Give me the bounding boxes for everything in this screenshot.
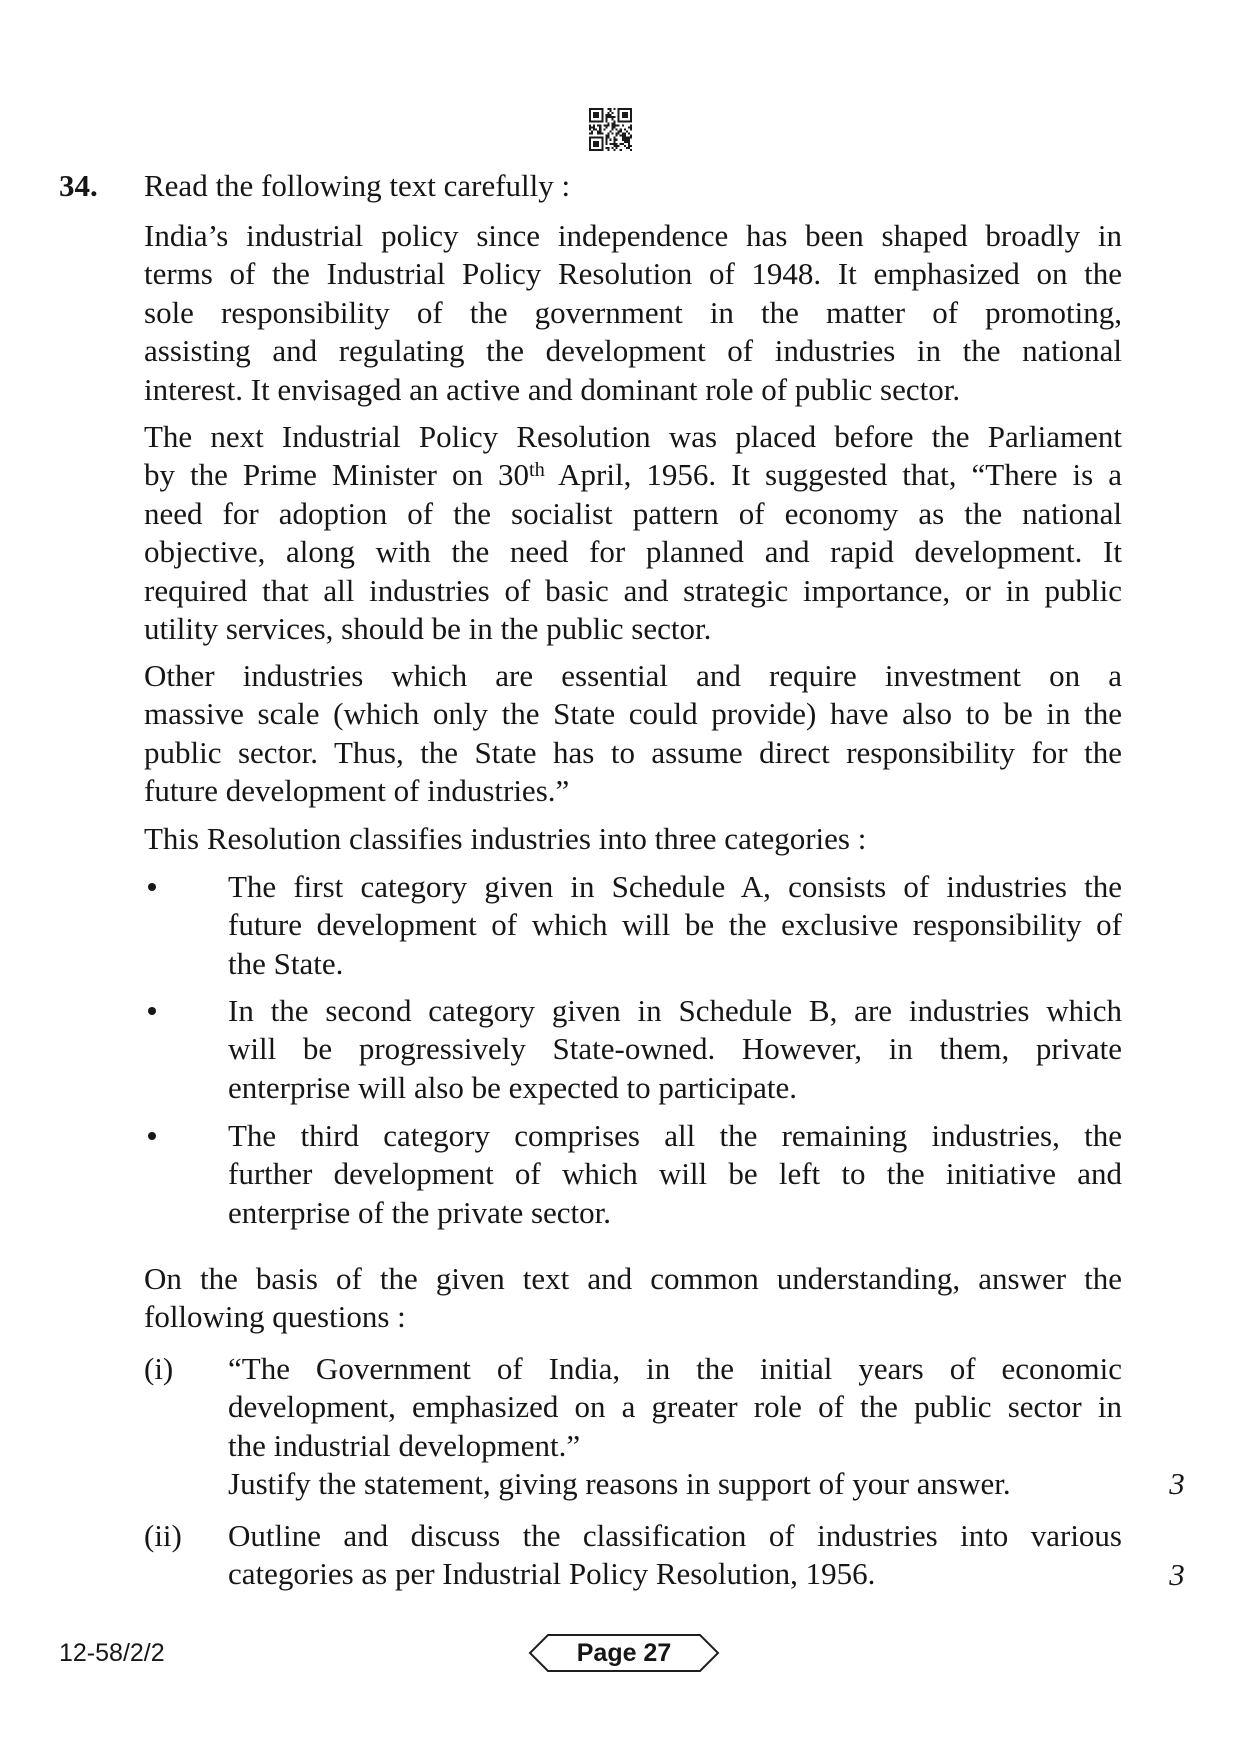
ordinal-superscript: th bbox=[528, 458, 545, 481]
subquestion-1-task bbox=[228, 1465, 1122, 1503]
page-number: Page 27 bbox=[576, 1639, 672, 1667]
text-line: Outline and discuss the classification of industries into various bbox=[228, 1518, 1122, 1553]
text-line: terms of the Industrial Policy Resolution of 1948. It emphasized on the bbox=[144, 256, 1122, 292]
instruction-text: Read the following text carefully : bbox=[144, 168, 571, 203]
text-line: In the second category given in Schedule B, are industries which bbox=[228, 993, 1122, 1028]
text-segment: by the Prime Minister on 30 bbox=[144, 457, 529, 493]
text-line: further development of which will be left to the initiative and bbox=[228, 1156, 1122, 1192]
text-line: Other industries which are essential and require investment on a bbox=[144, 658, 1122, 693]
text-line: The third category comprises all the remaining industries, the bbox=[228, 1118, 1122, 1153]
text-line: future development of which will be the exclusive responsibility of bbox=[228, 907, 1122, 943]
subquestion-label: (i) bbox=[144, 1351, 174, 1386]
text-line: “The Government of India, in the initial years of economic bbox=[228, 1351, 1122, 1386]
question-instruction bbox=[144, 167, 1122, 205]
subquestion-1-statement bbox=[228, 1350, 1122, 1465]
text-line: This Resolution classifies industries into three categories : bbox=[144, 821, 867, 856]
question-number: 34. bbox=[59, 168, 98, 203]
text-line: public sector. Thus, the State has to assume direct responsibility for the bbox=[144, 734, 1122, 770]
text-line bbox=[144, 456, 1122, 494]
text-line: future development of industries.” bbox=[144, 773, 570, 809]
text-line: assisting and regulating the development of industries in the national bbox=[144, 333, 1122, 369]
text-line: massive scale (which only the State could provide) have also to be in the bbox=[144, 696, 1122, 732]
text-line: The next Industrial Policy Resolution was placed before the Parliament bbox=[144, 419, 1122, 454]
text-segment: April, 1956. It suggested that, “There is a bbox=[544, 457, 1122, 493]
text-line: required that all industries of basic and strategic importance, or in public bbox=[144, 572, 1122, 608]
text-line: On the basis of the given text and common understanding, answer the bbox=[144, 1261, 1122, 1296]
bullet-icon bbox=[148, 883, 156, 891]
bullet-icon bbox=[148, 1007, 156, 1015]
text-line: will be progressively State-owned. However, in them, private bbox=[228, 1031, 1122, 1067]
text-line: Justify the statement, giving reasons in support of your answer. bbox=[228, 1466, 1011, 1501]
bullet-icon bbox=[148, 1132, 156, 1140]
page-number-badge bbox=[528, 1633, 720, 1673]
text-line: development, emphasized on a greater role of the public sector in bbox=[228, 1389, 1122, 1425]
text-line: enterprise will also be expected to participate. bbox=[228, 1069, 797, 1105]
subquestion-label: (ii) bbox=[144, 1518, 182, 1553]
passage-paragraph-3 bbox=[144, 657, 1122, 811]
text-line: The first category given in Schedule A, consists of industries the bbox=[228, 869, 1122, 904]
text-line: India’s industrial policy since independence has been shaped broadly in bbox=[144, 218, 1122, 253]
classification-intro bbox=[144, 820, 1122, 858]
marks-value: 3 bbox=[1169, 1557, 1185, 1592]
paper-code: 12-58/2/2 bbox=[59, 1639, 165, 1667]
text-line: following questions : bbox=[144, 1299, 406, 1335]
subquestion-2-task bbox=[228, 1517, 1122, 1594]
category-item-2 bbox=[228, 992, 1122, 1107]
marks-value: 3 bbox=[1169, 1466, 1185, 1501]
passage-paragraph-2 bbox=[144, 418, 1122, 648]
text-line: utility services, should be in the public sector. bbox=[144, 610, 712, 646]
category-item-3 bbox=[228, 1117, 1122, 1232]
text-line: interest. It envisaged an active and dominant role of public sector. bbox=[144, 371, 961, 407]
text-line: enterprise of the private sector. bbox=[228, 1194, 612, 1230]
text-line: categories as per Industrial Policy Resolution, 1956. bbox=[228, 1556, 876, 1592]
text-line: sole responsibility of the government in the matter of promoting, bbox=[144, 294, 1122, 330]
text-line: the State. bbox=[228, 945, 344, 981]
text-line: need for adoption of the socialist pattern of economy as the national bbox=[144, 495, 1122, 531]
questions-prompt bbox=[144, 1260, 1122, 1337]
text-line: the industrial development.” bbox=[228, 1427, 581, 1463]
passage-paragraph-1 bbox=[144, 217, 1122, 409]
qr-code bbox=[589, 108, 632, 151]
text-line: objective, along with the need for planned and rapid development. It bbox=[144, 534, 1122, 570]
category-item-1 bbox=[228, 868, 1122, 983]
